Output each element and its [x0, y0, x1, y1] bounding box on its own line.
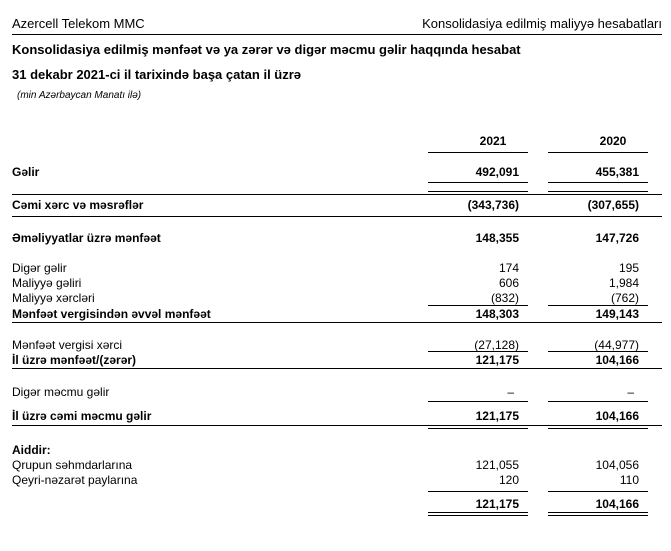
row-profit-before-tax	[12, 307, 662, 321]
rule	[428, 191, 528, 192]
row-label: Gəlir	[12, 165, 40, 179]
rule	[428, 351, 528, 352]
value-2020: (307,655)	[587, 198, 639, 212]
rule	[12, 194, 662, 195]
row-attributable-total	[12, 497, 662, 511]
rule	[548, 491, 648, 492]
value-2021: 606	[498, 276, 519, 290]
value-2020: 104,056	[595, 458, 639, 472]
row-attributable-heading	[12, 443, 662, 457]
row-label: Qeyri-nəzarət paylarına	[12, 473, 138, 487]
value-2021: 121,175	[475, 353, 519, 367]
value-2020: 104,166	[595, 409, 639, 423]
rule	[428, 182, 528, 183]
currency-unit-note: (min Azərbaycan Manatı ilə)	[17, 90, 142, 101]
row-label: Digər məcmu gəlir	[12, 385, 110, 399]
row-label: Əməliyyatlar üzrə mənfəət	[12, 231, 161, 245]
rule	[548, 305, 648, 306]
row-total-comprehensive-income	[12, 409, 662, 423]
value-2021: 120	[498, 473, 519, 487]
row-label: Maliyyə gəliri	[12, 276, 82, 290]
value-2020: 1,984	[608, 276, 639, 290]
row-operating-profit	[12, 231, 662, 245]
value-2021: –	[507, 385, 514, 399]
rule	[428, 491, 528, 492]
row-label: Digər gəlir	[12, 261, 67, 275]
value-2020: 147,726	[595, 231, 639, 245]
company-name: Azercell Telekom MMC	[12, 16, 145, 31]
row-income-tax	[12, 338, 662, 352]
value-2020: 104,166	[595, 497, 639, 511]
rule	[548, 182, 648, 183]
rule	[428, 515, 528, 516]
row-revenue	[12, 165, 662, 179]
row-finance-costs	[12, 291, 662, 305]
value-2020: 149,143	[595, 307, 639, 321]
value-2020: (762)	[610, 291, 639, 305]
row-label: İl üzrə cəmi məcmu gəlir	[12, 409, 152, 423]
row-label: Qrupun səhmdarlarına	[12, 458, 133, 472]
rule	[548, 515, 648, 516]
value-2020: 104,166	[595, 353, 639, 367]
row-finance-income	[12, 276, 662, 290]
rule	[548, 191, 648, 192]
row-label: Cəmi xərc və məsrəflər	[12, 198, 144, 212]
row-label: Maliyyə xərcləri	[12, 291, 95, 305]
value-2020: 110	[619, 473, 639, 487]
rule	[428, 428, 528, 429]
section-title: Konsolidasiya edilmiş maliyyə hesabatları	[422, 16, 662, 31]
statement-period: 31 dekabr 2021-ci il tarixində başa çatan il üzrə	[12, 67, 302, 82]
value-2020: 455,381	[595, 165, 639, 179]
value-2021: (27,128)	[474, 338, 519, 352]
row-label: İl üzrə mənfəət/(zərər)	[12, 353, 137, 367]
value-2021: 492,091	[475, 165, 519, 179]
header-rule-2021	[428, 152, 528, 153]
rule	[12, 425, 662, 426]
value-2021: 121,055	[475, 458, 519, 472]
rule	[548, 351, 648, 352]
value-2021: 121,175	[475, 497, 519, 511]
row-non-controlling-interests	[12, 473, 662, 487]
page-header	[12, 14, 662, 35]
value-2021: (343,736)	[467, 198, 519, 212]
value-2021: 174	[498, 261, 519, 275]
rule	[548, 401, 648, 402]
rule	[428, 401, 528, 402]
value-2021: 121,175	[475, 409, 519, 423]
row-shareholders	[12, 458, 662, 472]
row-label: Mənfəət vergisindən əvvəl mənfəət	[12, 307, 211, 321]
rule	[12, 368, 662, 369]
row-profit-for-year	[12, 353, 662, 367]
rule	[548, 428, 648, 429]
value-2020: –	[627, 385, 634, 399]
value-2021: (832)	[490, 291, 519, 305]
header-rule-2020	[548, 152, 648, 153]
rule	[428, 512, 528, 513]
value-2021: 148,355	[475, 231, 519, 245]
column-header-2020: 2020	[599, 134, 627, 148]
rule	[12, 216, 662, 217]
rule	[12, 322, 662, 323]
row-label: Mənfəət vergisi xərci	[12, 338, 123, 352]
rule	[548, 512, 648, 513]
row-other-income	[12, 261, 662, 275]
value-2020: (44,977)	[594, 338, 639, 352]
column-header-2021: 2021	[479, 134, 507, 148]
statement-title: Konsolidasiya edilmiş mənfəət və ya zərər və digər məcmu gəlir haqqında hesabat	[12, 42, 521, 57]
row-other-comprehensive-income	[12, 385, 662, 399]
value-2021: 148,303	[475, 307, 519, 321]
row-total-costs	[12, 198, 662, 212]
value-2020: 195	[618, 261, 639, 275]
rule	[428, 305, 528, 306]
row-label: Aiddir:	[12, 443, 51, 457]
